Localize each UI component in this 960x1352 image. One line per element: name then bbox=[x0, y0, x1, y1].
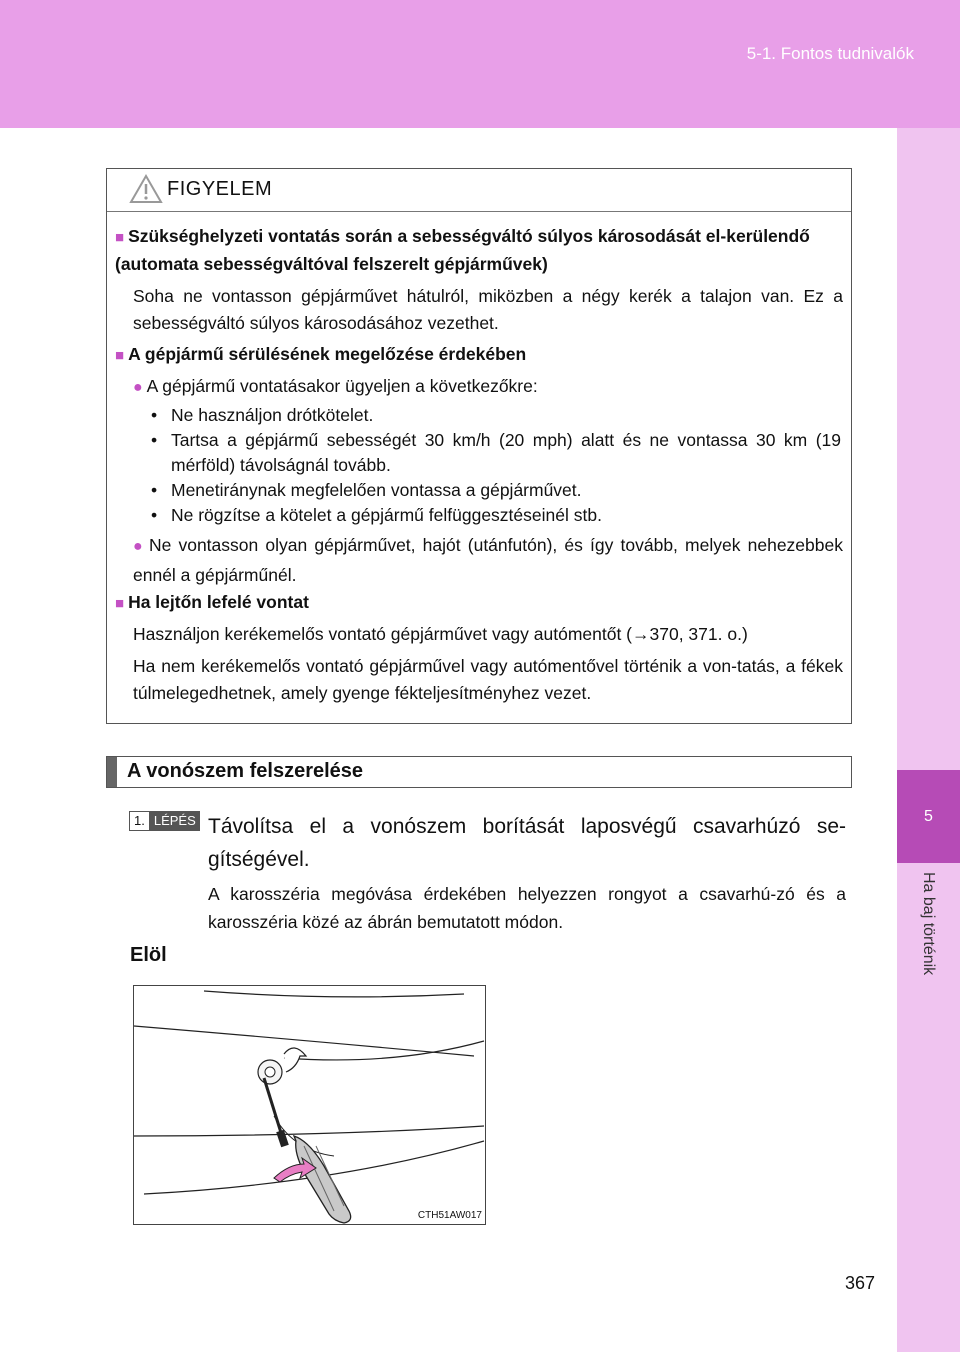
square-bullet-icon: ■ bbox=[115, 347, 125, 364]
page-number: 367 bbox=[845, 1273, 876, 1293]
sub-item-text: Ne használjon drótkötelet. bbox=[171, 405, 374, 425]
sub-item-text: Menetiránynak megfelelően vontassa a gépjárművet. bbox=[171, 480, 582, 500]
warning-triangle-icon bbox=[129, 173, 163, 205]
step-instruction: Távolítsa el a vonószem borítását laposvégű csavarhúzó se-gítségével. bbox=[208, 815, 846, 871]
warning-box bbox=[106, 168, 852, 724]
warning-s2-bullet2-text: Ne vontasson olyan gépjárművet, hajót (utánfutón), és így tovább, melyek nehezebbek ennél a gépjárműnél. bbox=[133, 535, 843, 585]
section-title: A vonószem felszerelése bbox=[127, 760, 364, 782]
warning-s2-bullet2 bbox=[133, 531, 843, 589]
step-number: 1. bbox=[129, 811, 150, 831]
sub-item: • Tartsa a gépjármű sebességét 30 km/h (20 mph) alatt és ne vontassa 30 km (19 mérföld) távolságnál tovább. bbox=[151, 428, 841, 478]
warning-s1-heading: Szükséghelyzeti vontatás során a sebességváltó súlyos károsodását el-kerülendő (automata sebességváltóval felszerelt gépjárművek) bbox=[115, 226, 810, 274]
warning-s2-heading: A gépjármű sérülésének megelőzése érdekében bbox=[128, 344, 527, 364]
sub-item: • Ne rögzítse a kötelet a gépjármű felfüggesztéseinél stb. bbox=[151, 503, 841, 528]
warning-sub-list bbox=[151, 403, 841, 528]
warning-header bbox=[107, 169, 851, 212]
warning-s2-bullet1-text: A gépjármű vontatásakor ügyeljen a következőkre: bbox=[146, 376, 538, 396]
figure-code: CTH51AW017 bbox=[417, 1210, 482, 1221]
figure-label: Elöl bbox=[130, 944, 167, 966]
step-note: A karosszéria megóvása érdekében helyezzen rongyot a csavarhú-zó és a karosszéria közé az ábrán bemutatott módon. bbox=[208, 884, 846, 932]
warning-section-1 bbox=[115, 223, 845, 278]
chapter-label: Ha baj történik bbox=[920, 872, 937, 976]
sub-item-text: Tartsa a gépjármű sebességét 30 km/h (20 mph) alatt és ne vontassa 30 km (19 mérföld) távolságnál tovább. bbox=[171, 430, 841, 475]
sub-item: • Menetiránynak megfelelően vontassa a gépjárművet. bbox=[151, 478, 841, 503]
bumper-screwdriver-illustration bbox=[134, 986, 485, 1224]
warning-section-3 bbox=[115, 589, 845, 617]
illustration bbox=[133, 985, 486, 1225]
warning-s3-heading: Ha lejtőn lefelé vontat bbox=[128, 592, 309, 612]
circle-bullet-icon: ● bbox=[133, 538, 145, 555]
warning-s3-body2: Ha nem kerékemelős vontató gépjárművel vagy autómentővel történik a von-tatás, a fékek túlmelegedhetnek, amely gyenge fékteljesítményhez vezet. bbox=[133, 656, 843, 703]
square-bullet-icon: ■ bbox=[115, 229, 125, 246]
header-band bbox=[0, 0, 960, 128]
step-word: LÉPÉS bbox=[150, 811, 200, 831]
warning-s1-body: Soha ne vontasson gépjárművet hátulról, miközben a négy kerék a talajon van. Ez a sebességváltó súlyos károsodásához vezethet. bbox=[133, 286, 843, 333]
chapter-number: 5 bbox=[924, 808, 933, 825]
warning-section-2 bbox=[115, 341, 845, 369]
sub-item-text: Ne rögzítse a kötelet a gépjármű felfüggesztéseinél stb. bbox=[171, 505, 602, 525]
section-heading-bar bbox=[106, 756, 852, 788]
sub-item: • Ne használjon drótkötelet. bbox=[151, 403, 841, 428]
step-badge bbox=[129, 811, 200, 831]
warning-title: FIGYELEM bbox=[167, 178, 273, 200]
section-title-header: 5-1. Fontos tudnivalók bbox=[746, 44, 914, 63]
square-bullet-icon: ■ bbox=[115, 595, 125, 612]
warning-s3-body1: Használjon kerékemelős vontató gépjárművet vagy autómentőt (→370, 371. o.) bbox=[133, 624, 748, 644]
chapter-tab[interactable] bbox=[897, 770, 960, 863]
side-tab bbox=[897, 128, 960, 1352]
section-accent bbox=[107, 757, 117, 787]
circle-bullet-icon: ● bbox=[133, 379, 143, 396]
warning-s2-bullet1 bbox=[133, 373, 843, 401]
